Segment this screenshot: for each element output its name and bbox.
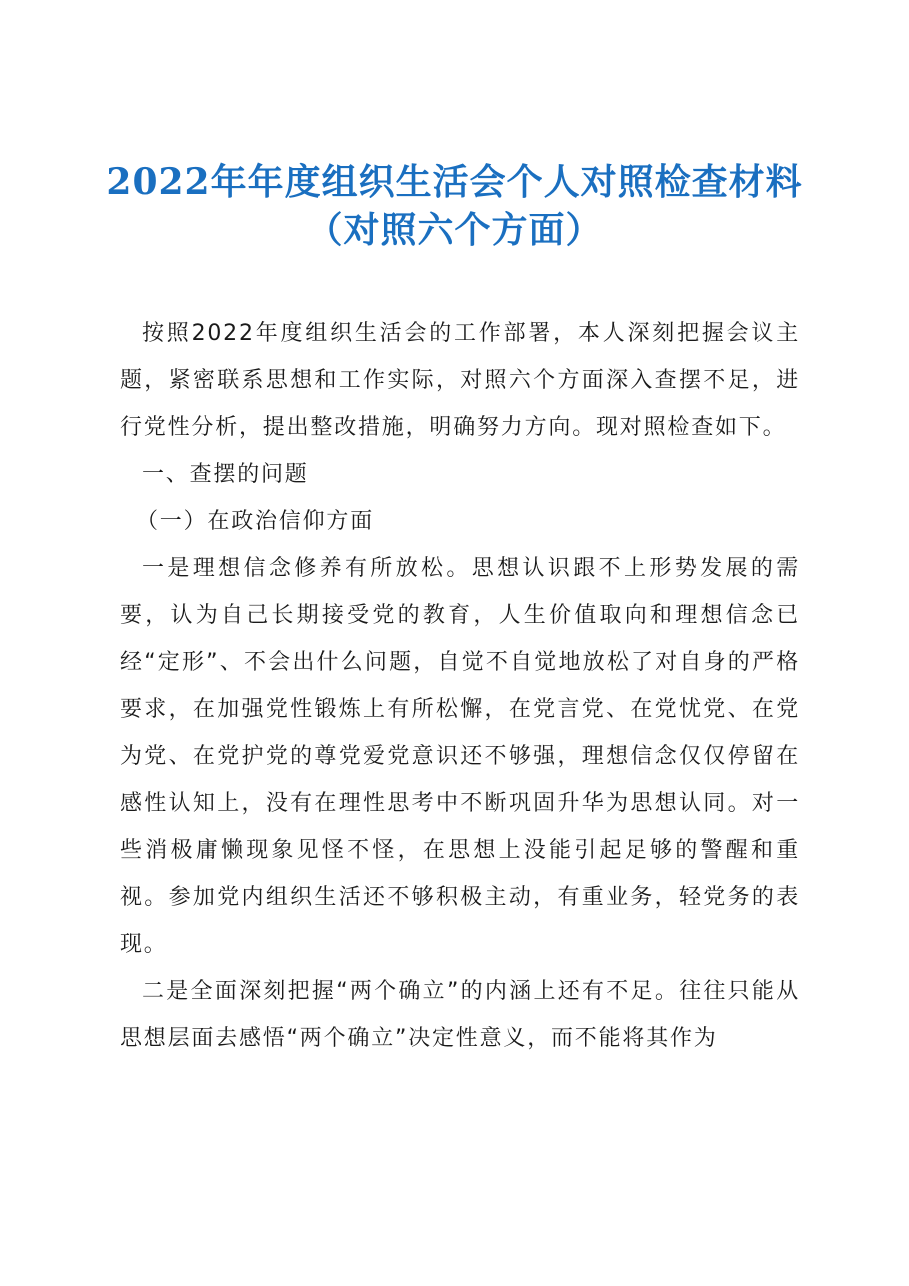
intro-paragraph: 按照2022年度组织生活会的工作部署，本人深刻把握会议主题，紧密联系思想和工作实际，对照六个方面深入查摆不足，进行党性分析，提出整改措施，明确努力方向。现对照检查如下。 [120, 321, 800, 440]
document-title: 2022年年度组织生活会个人对照检查材料 [106, 161, 803, 203]
section-heading: 一、查摆的问题 [142, 462, 309, 487]
subsection-heading: （一）在政治信仰方面 [136, 509, 375, 534]
document-subtitle: （对照六个方面） [306, 209, 603, 251]
document-body [120, 310, 800, 1062]
body-paragraph-1: 一是理想信念修养有所放松。思想认识跟不上形势发展的需要，认为自己长期接受党的教育，人生价值取向和理想信念已经“定形”、不会出什么问题，自觉不自觉地放松了对自身的严格要求，在加强党性锻炼上有所松懈，在党言党、在党忧党、在党为党、在党护党的尊党爱党意识还不够强，理想信念仅仅停留在感性认知上，没有在理性思考中不断巩固升华为思想认同。对一些消极庸懒现象见怪不怪，在思想上没能引起足够的警醒和重视。参加党内组织生活还不够积极主动，有重业务，轻党务的表现。 [120, 556, 800, 957]
body-paragraph-2: 二是全面深刻把握“两个确立”的内涵上还有不足。往往只能从思想层面去感悟“两个确立”决定性意义，而不能将其作为 [120, 979, 800, 1051]
